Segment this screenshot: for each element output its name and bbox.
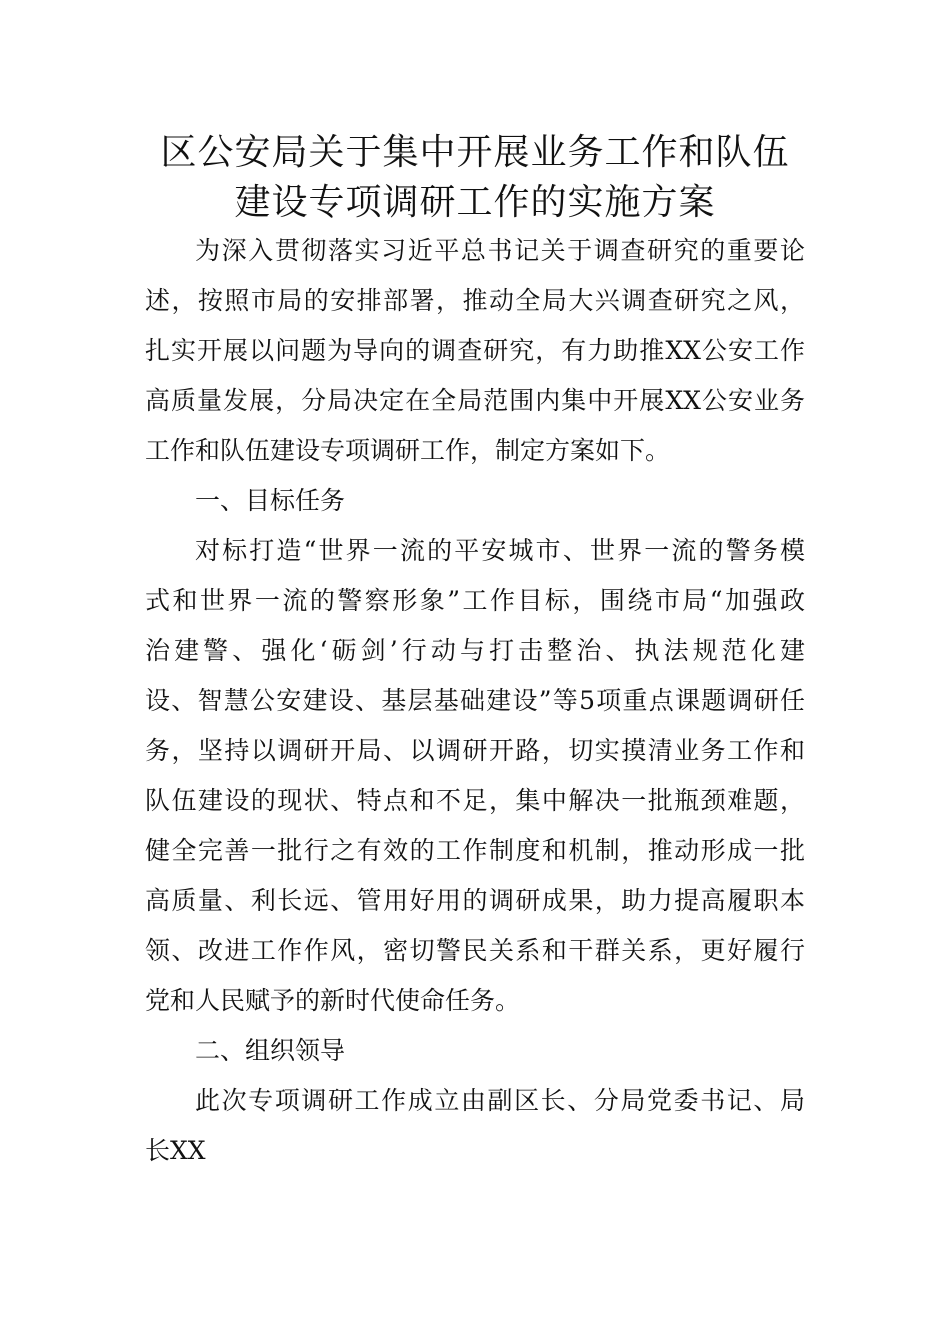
intro-line-1: 为深入贯彻落实习近平总书记关于调查研究的重要论 bbox=[195, 236, 805, 265]
intro-line-2: 述，按照市局的安排部署，推动全局大兴调查研究之风， bbox=[145, 286, 805, 315]
section-1-line-2: 式和世界一流的警察形象”工作目标，围绕市局“加强政 bbox=[145, 586, 805, 615]
section-2-line-2: 长XX bbox=[145, 1136, 206, 1165]
section-1-line-8: 高质量、利长远、管用好用的调研成果，助力提高履职本 bbox=[145, 886, 805, 915]
document-title-line-2: 建设专项调研工作的实施方案 bbox=[234, 182, 716, 223]
section-1-line-4: 设、智慧公安建设、基层基础建设”等5项重点课题调研任 bbox=[145, 686, 805, 715]
section-1-line-3: 治建警、强化‘砺剑’行动与打击整治、执法规范化建 bbox=[145, 636, 805, 665]
section-1-line-9: 领、改进工作作风，密切警民关系和干群关系，更好履行 bbox=[145, 936, 805, 965]
document-title-line-1: 区公安局关于集中开展业务工作和队伍 bbox=[160, 132, 790, 173]
section-1-line-10: 党和人民赋予的新时代使命任务。 bbox=[145, 986, 521, 1015]
section-2-line-1: 此次专项调研工作成立由副区长、分局党委书记、局 bbox=[195, 1086, 805, 1115]
section-1-line-7: 健全完善一批行之有效的工作制度和机制，推动形成一批 bbox=[145, 836, 805, 865]
section-1-line-6: 队伍建设的现状、特点和不足，集中解决一批瓶颈难题， bbox=[145, 786, 805, 815]
intro-line-5: 工作和队伍建设专项调研工作，制定方案如下。 bbox=[145, 436, 671, 465]
section-1-line-5: 务，坚持以调研开局、以调研开路，切实摸清业务工作和 bbox=[145, 736, 805, 765]
section-heading-leadership: 二、组织领导 bbox=[195, 1036, 346, 1065]
intro-line-3: 扎实开展以问题为导向的调查研究，有力助推XX公安工作 bbox=[145, 336, 805, 365]
intro-line-4: 高质量发展，分局决定在全局范围内集中开展XX公安业务 bbox=[145, 386, 805, 415]
section-heading-goals: 一、目标任务 bbox=[195, 486, 346, 515]
section-1-line-1: 对标打造“世界一流的平安城市、世界一流的警务模 bbox=[195, 536, 805, 565]
